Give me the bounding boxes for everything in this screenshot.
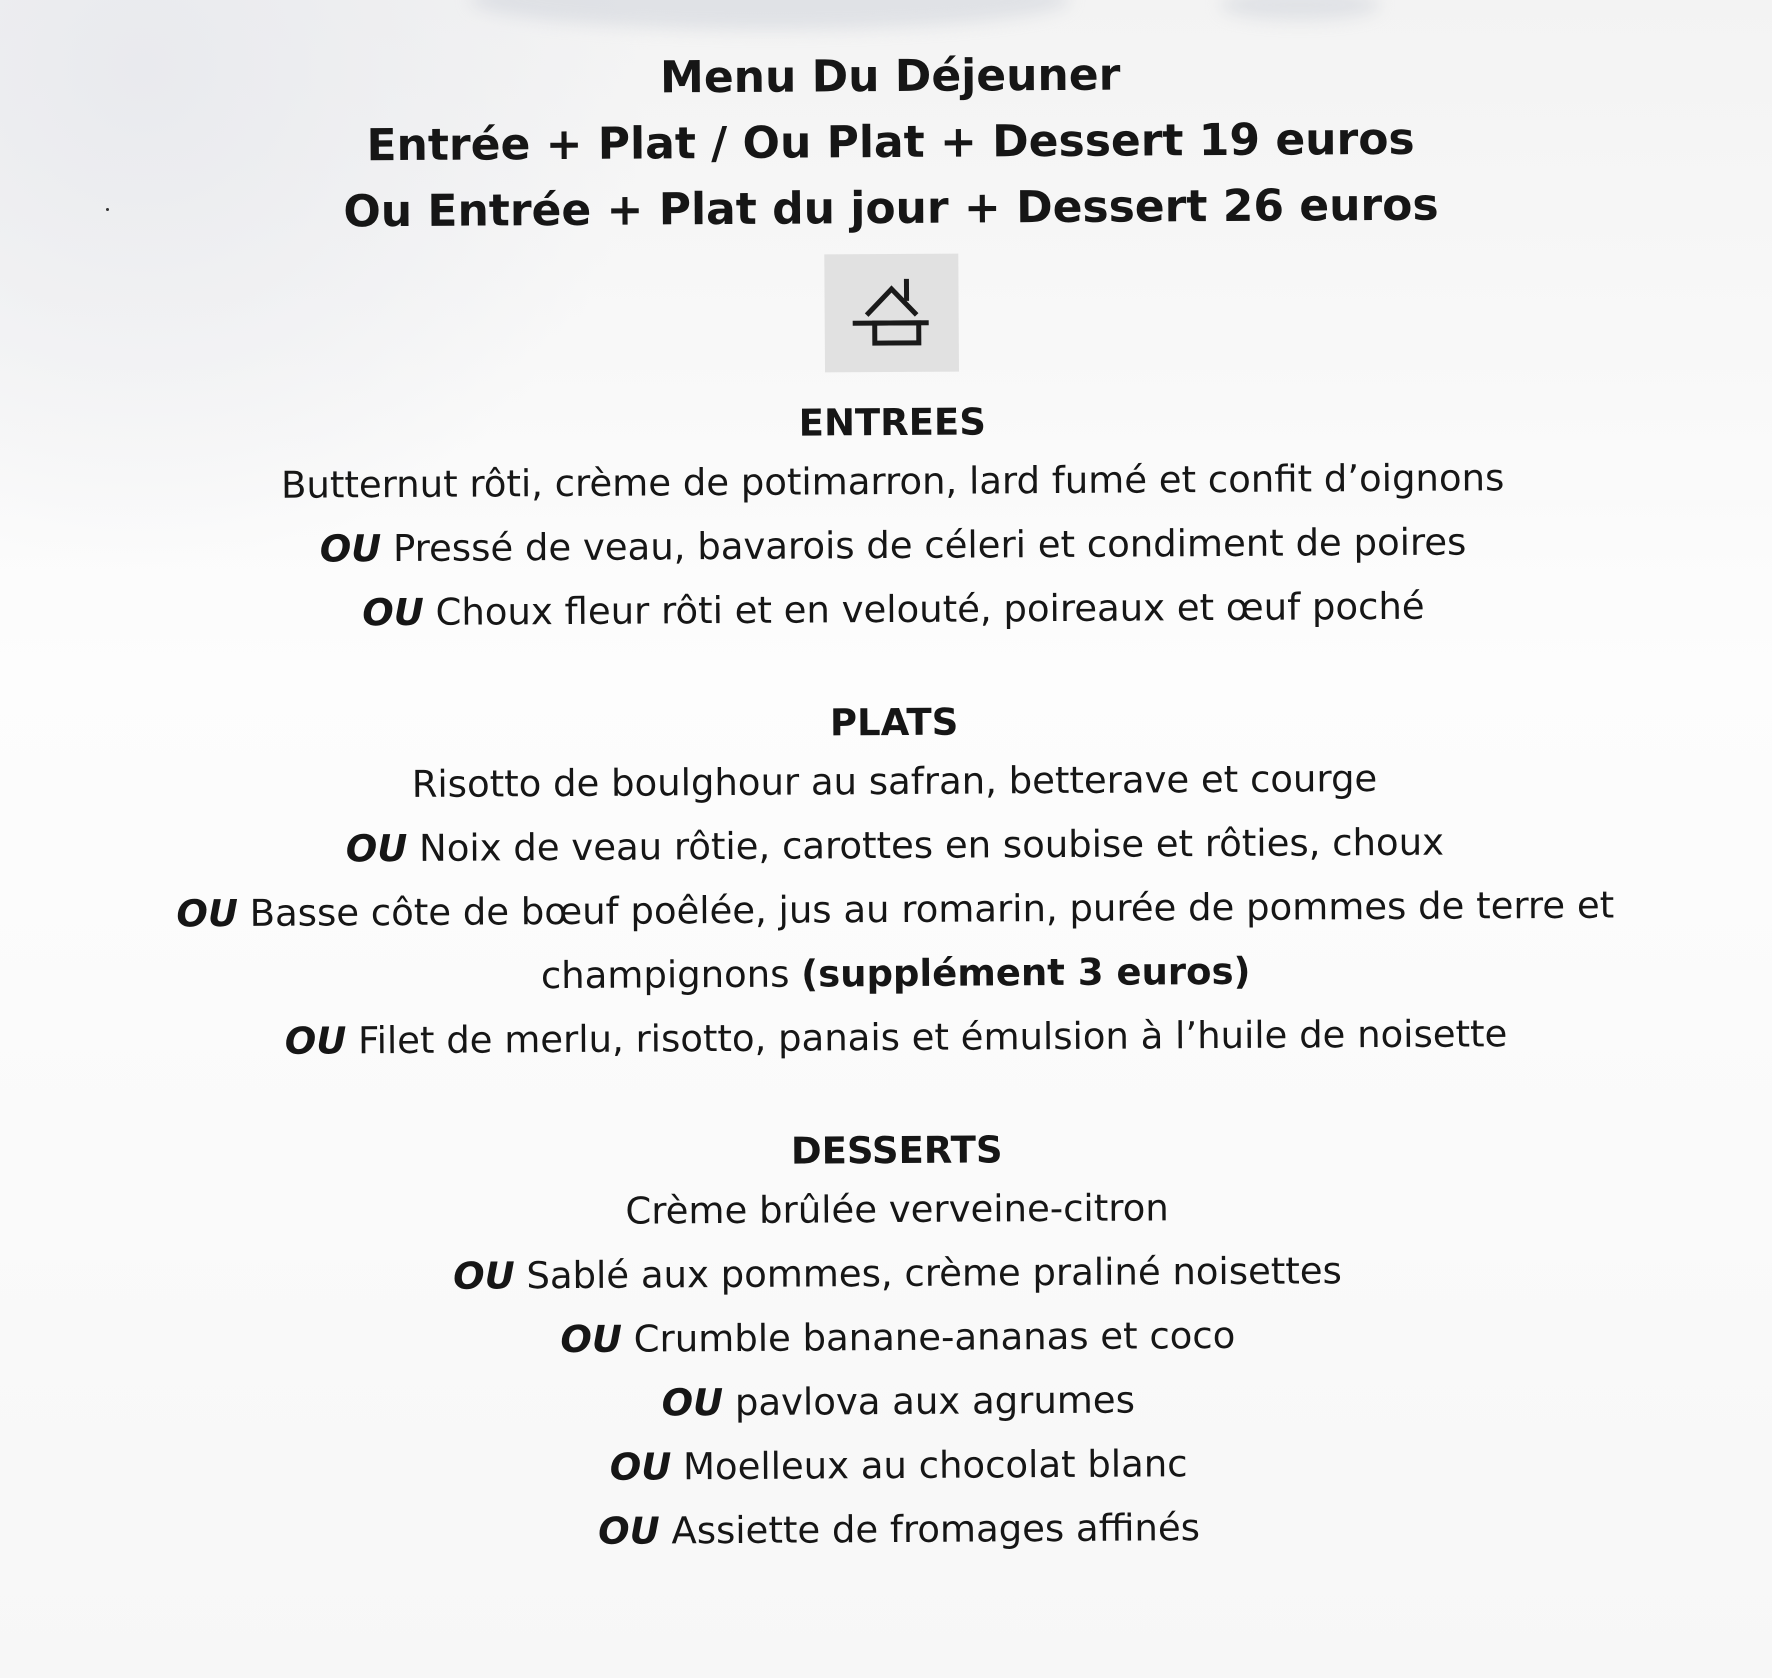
section-heading-plats: PLATS	[829, 700, 959, 745]
or-label: OU	[560, 1317, 623, 1362]
menu-item	[43, 573, 1743, 647]
dish-text: Choux fleur rôti et en velouté, poireaux et œuf poché	[423, 584, 1425, 634]
or-label: OU	[176, 892, 239, 936]
menu-item	[48, 1365, 1748, 1439]
or-label: OU	[453, 1254, 515, 1298]
menu-item	[42, 445, 1742, 519]
dish-text: Noix de veau rôtie, carottes en soubise et rôties, choux	[407, 820, 1445, 870]
or-label: OU	[598, 1509, 660, 1553]
menu-item-continuation	[46, 937, 1746, 1011]
dish-text: Basse côte de bœuf poêlée, jus au romarin, purée de pommes de terre et	[237, 883, 1615, 935]
dish-text: Moelleux au chocolat blanc	[671, 1442, 1188, 1489]
menu-item	[49, 1493, 1749, 1567]
or-label: OU	[345, 826, 408, 871]
menu-item	[48, 1301, 1748, 1375]
dish-text: Crumble banane-ananas et coco	[621, 1313, 1236, 1361]
menu-item	[49, 1429, 1749, 1503]
or-label: OU	[362, 590, 424, 635]
dish-text: Assiette de fromages affinés	[659, 1506, 1201, 1553]
menu-item	[47, 1173, 1747, 1247]
house-logo-icon	[824, 254, 959, 373]
dish-text: Pressé de veau, bavarois de céleri et condiment de poires	[381, 520, 1467, 571]
dish-text: Crème brûlée verveine-citron	[625, 1186, 1169, 1233]
price-formula-19: Entrée + Plat / Ou Plat + Dessert 19 euros	[366, 113, 1415, 172]
dish-text: Butternut rôti, crème de potimarron, lard fumé et confit d’oignons	[280, 456, 1505, 507]
background-shadow	[470, 0, 1070, 30]
dish-text: Filet de merlu, risotto, panais et émulsion à l’huile de noisette	[346, 1012, 1508, 1063]
dish-text: champignons	[540, 952, 802, 998]
menu-item	[44, 745, 1744, 819]
house-logo-icon	[844, 275, 938, 352]
menu-item	[45, 809, 1745, 883]
menu-item	[47, 1237, 1747, 1311]
menu-title: Menu Du Déjeuner	[659, 49, 1121, 104]
dish-text: Risotto de boulghour au safran, betterave et courge	[411, 757, 1378, 806]
dish-text: pavlova aux agrumes	[723, 1378, 1136, 1425]
background-shadow	[1220, 0, 1380, 20]
section-heading-entrees: ENTREES	[798, 400, 987, 445]
or-label: OU	[319, 527, 382, 571]
price-formula-26: Ou Entrée + Plat du jour + Dessert 26 euros	[343, 179, 1439, 238]
or-label: OU	[284, 1019, 347, 1063]
lunch-menu	[40, 39, 1749, 1567]
or-label: OU	[661, 1381, 724, 1425]
menu-item	[45, 873, 1745, 947]
or-label: OU	[609, 1445, 672, 1489]
dish-text: Sablé aux pommes, crème praliné noisettes	[514, 1249, 1342, 1298]
menu-item	[43, 509, 1743, 583]
menu-item	[46, 1001, 1746, 1075]
section-heading-desserts: DESSERTS	[790, 1128, 1003, 1173]
supplement-note: (supplément 3 euros)	[801, 949, 1251, 996]
